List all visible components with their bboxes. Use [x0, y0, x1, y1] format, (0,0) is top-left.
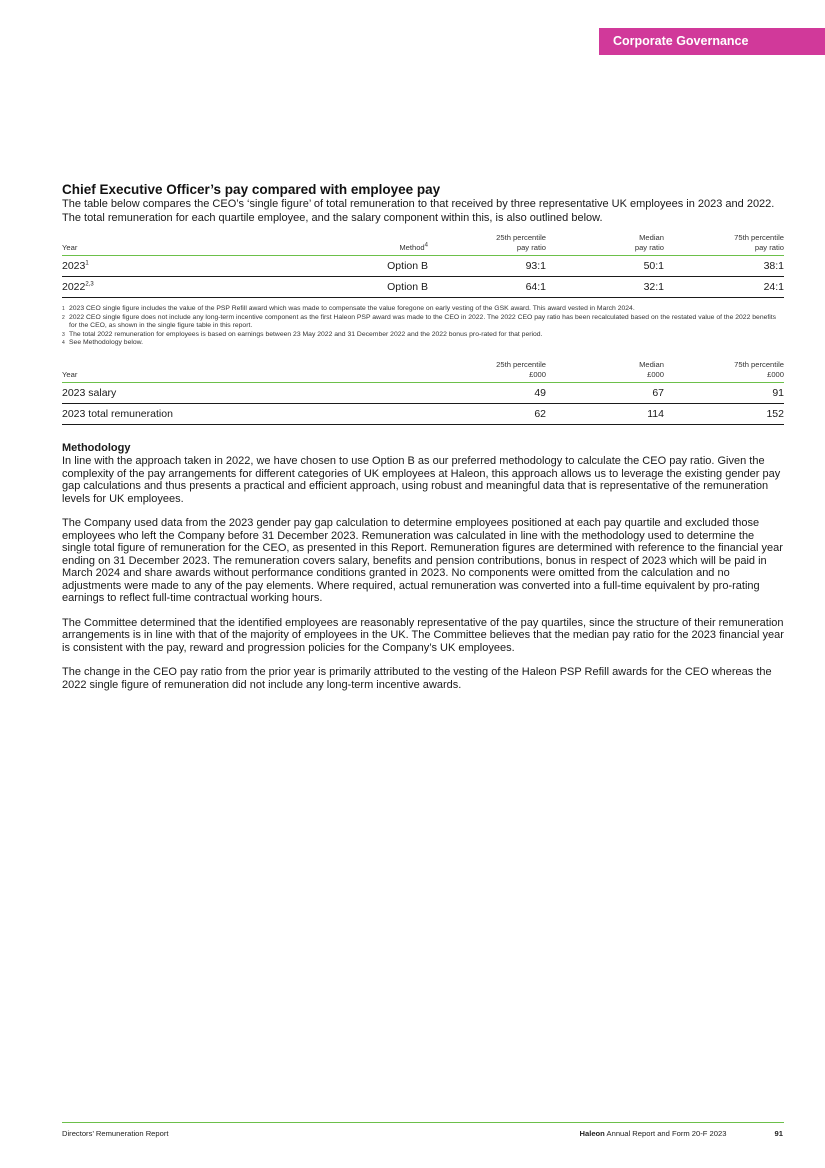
- table-row: [62, 403, 784, 424]
- col-median-line1: Median: [639, 359, 664, 369]
- col-p25-line1: 25th percentile: [496, 233, 546, 242]
- page-title: Chief Executive Officer’s pay compared with employee pay: [62, 182, 441, 197]
- footnote-number: 2: [62, 314, 65, 321]
- col-method: [322, 233, 428, 256]
- cell-p25: 64:1: [428, 277, 546, 298]
- intro-paragraph: The table below compares the CEO’s ‘single figure’ of total remuneration to that received by three representative UK employees in 2023 and 2022. The total remuneration for each quartile employee, and the salary component within this, is also outlined below.: [62, 198, 775, 224]
- cell-label: 2023 salary: [62, 382, 428, 403]
- footnote-text: The total 2022 remuneration for employees is based on earnings between 23 May 2022 and 31 December 2022 and the 2022 bonus pro-rated for that period.: [69, 330, 543, 338]
- page-number: 91: [774, 1129, 783, 1138]
- col-p25-line2: pay ratio: [516, 243, 546, 252]
- footnote-number: 1: [62, 306, 65, 312]
- table-row: [62, 382, 784, 403]
- col-p75-line1: 75th percentile: [734, 359, 784, 369]
- year-footnote-ref: 1: [85, 260, 89, 267]
- footnotes: [62, 305, 784, 348]
- col-p75: [664, 360, 784, 383]
- footnote: [62, 314, 784, 331]
- method-label: Method: [399, 243, 425, 252]
- footnote: [62, 339, 784, 348]
- footnote: [62, 305, 784, 314]
- main-content: [62, 182, 784, 703]
- cell-median: 50:1: [546, 256, 664, 277]
- col-p25-line1: 25th percentile: [496, 359, 546, 369]
- cell-method: Option B: [322, 277, 428, 298]
- footer-report-info: [580, 1129, 784, 1138]
- table-header-row: [62, 233, 784, 256]
- col-p75-line2: pay ratio: [754, 243, 784, 252]
- pay-ratio-table: [62, 233, 784, 298]
- col-p25-line2: £000: [529, 369, 546, 379]
- cell-p75: 152: [664, 403, 784, 424]
- footer-section-name: Directors’ Remuneration Report: [62, 1129, 169, 1138]
- year-value: 2022: [62, 281, 86, 293]
- methodology-paragraph: The Committee determined that the identified employees are reasonably representative of the pay quartiles, since the structure of their remuneration arrangements is in line with that of the majority of employees in the UK. The Committee believes that the median pay ratio for the 2023 financial year is consistent with the pay, reward and progression policies for the Company’s UK employees.: [62, 616, 784, 654]
- quartile-pay-table: [62, 360, 784, 425]
- footnote-text: See Methodology below.: [69, 339, 144, 346]
- col-median: [546, 360, 664, 383]
- methodology-paragraph: The change in the CEO pay ratio from the prior year is primarily attributed to the vesting of the Haleon PSP Refill awards for the CEO whereas the 2022 single figure of remuneration did not include any long-term incentive awards.: [62, 666, 772, 691]
- cell-p75: 91: [664, 382, 784, 403]
- col-p75-line2: £000: [767, 369, 784, 379]
- cell-p25: 62: [428, 403, 546, 424]
- footnote-text: 2023 CEO single figure includes the value of the PSP Refill award which was made to compensate the value foregone on early vesting of the GSK award. This award vested in March 2024.: [69, 305, 635, 312]
- cell-median: 114: [546, 403, 664, 424]
- col-median: [546, 233, 664, 256]
- footnote: [62, 331, 784, 340]
- year-footnote-ref: 2,3: [85, 281, 94, 288]
- cell-method: Option B: [322, 256, 428, 277]
- footer-divider: [62, 1122, 784, 1123]
- col-median-line1: Median: [639, 233, 664, 242]
- cell-median: 67: [546, 382, 664, 403]
- cell-label: 2023 total remuneration: [62, 403, 428, 424]
- methodology-heading: Methodology: [62, 441, 131, 454]
- table-header-row: [62, 360, 784, 383]
- cell-median: 32:1: [546, 277, 664, 298]
- method-footnote-ref: 4: [424, 242, 428, 249]
- col-year: Year: [62, 233, 322, 256]
- footnote-text: 2022 CEO single figure does not include any long-term incentive component as the first Haleon PSP award was made to the CEO in 2022. The 2022 CEO pay ratio has been recalculated based on the restated value of the 2022 benefits for the CEO, as shown in the single figure table in this report.: [69, 313, 777, 329]
- cell-p25: 49: [428, 382, 546, 403]
- col-p75: [664, 233, 784, 256]
- methodology-paragraph: The Company used data from the 2023 gender pay gap calculation to determine employees positioned at each pay quartile and excluded those employees who left the Company before 31 December 2023. Remuneration was calculated in line with the methodology used to determine the single total figure of remuneration for the CEO, as presented in this Report. Remuneration figures are determined with reference to the financial year ending on 31 December 2023. The remuneration covers salary, benefits and pension contributions, bonus in respect of 2023 which will be paid in March 2024 and share awards without performance conditions granted in 2023. No components were omitted from the calculation and no adjustments were made to any of the pay elements. Where required, actual remuneration was converted into a full-time equivalent by pro-rating earnings to reflect full-time contractual working hours.: [62, 517, 783, 604]
- col-p25: [428, 233, 546, 256]
- footer-report-title: Annual Report and Form 20-F 2023: [606, 1129, 727, 1138]
- cell-year: [62, 277, 322, 298]
- col-p25: [428, 360, 546, 383]
- year-value: 2023: [62, 260, 86, 272]
- section-tag: Corporate Governance: [599, 28, 825, 55]
- col-year: Year: [62, 360, 428, 383]
- cell-year: [62, 256, 322, 277]
- cell-p75: 38:1: [664, 256, 784, 277]
- cell-p25: 93:1: [428, 256, 546, 277]
- table-row: [62, 277, 784, 298]
- table-row: [62, 256, 784, 277]
- col-median-line2: £000: [647, 369, 664, 379]
- col-median-line2: pay ratio: [634, 243, 664, 252]
- cell-p75: 24:1: [664, 277, 784, 298]
- methodology-paragraph: In line with the approach taken in 2022, we have chosen to use Option B as our preferred methodology to calculate the CEO pay ratio. Given the complexity of the pay arrangements for different categories of UK employees at Haleon, this approach allows us to leverage the existing gender pay gap calculations and thus presents a practical and efficient approach, using robust and meaningful data that is representative of the remuneration levels for UK employees.: [62, 455, 781, 505]
- footer-brand: Haleon: [579, 1129, 605, 1138]
- footnote-number: 4: [62, 340, 65, 346]
- col-p75-line1: 75th percentile: [734, 233, 784, 242]
- footnote-number: 3: [62, 331, 65, 338]
